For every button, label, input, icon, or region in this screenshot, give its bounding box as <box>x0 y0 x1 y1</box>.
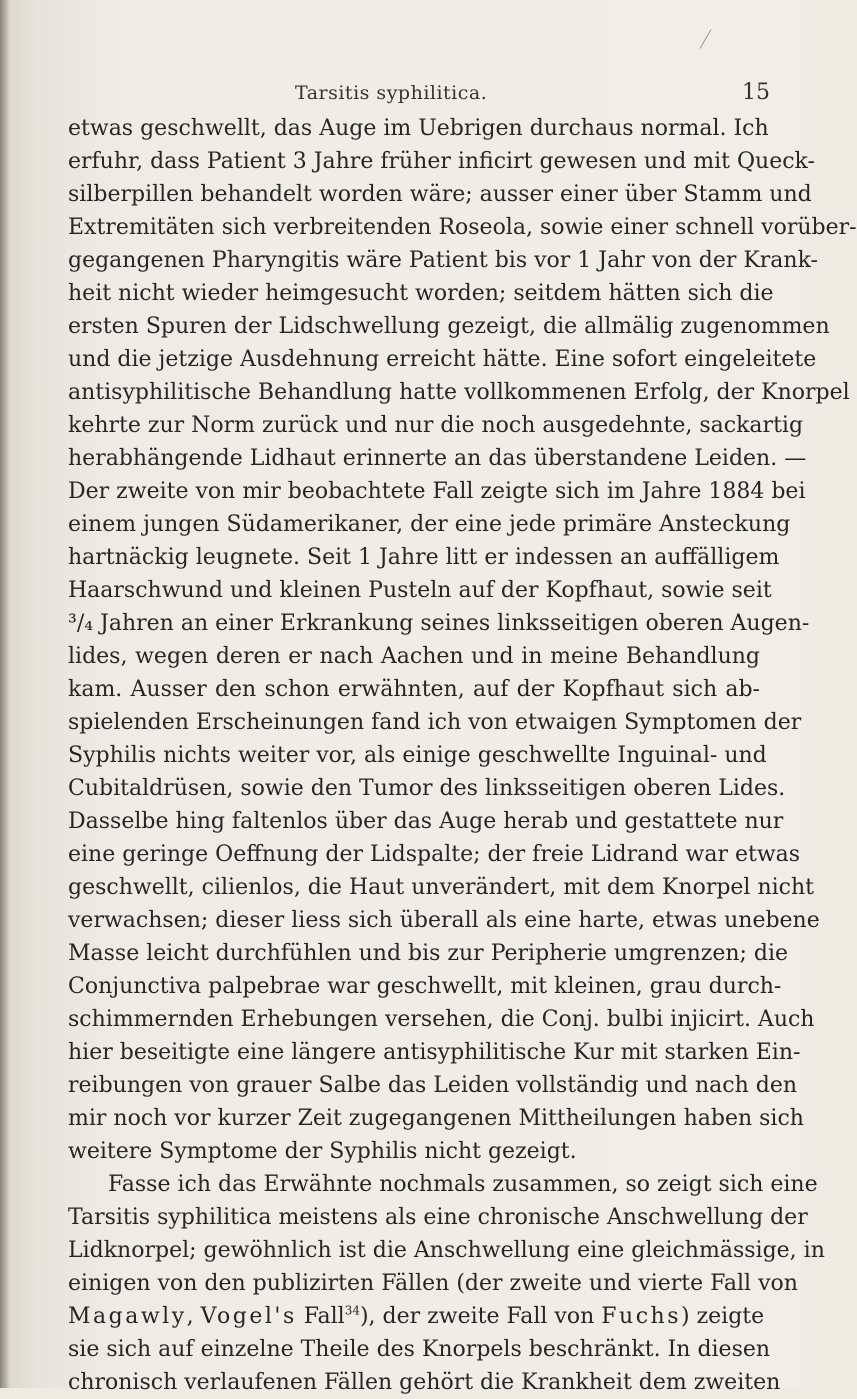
text-line: antisyphilitische Behandlung hatte vollkommenen Erfolg, der Knorpel <box>68 380 850 405</box>
text-line: lides, wegen deren er nach Aachen und in meine Behandlung <box>68 644 760 669</box>
text-line: Dasselbe hing faltenlos über das Auge herab und gestattete nur <box>68 809 784 834</box>
text-line: heit nicht wieder heimgesucht worden; seitdem hätten sich die <box>68 281 774 306</box>
text-line: eine geringe Oeffnung der Lidspalte; der freie Lidrand war etwas <box>68 842 801 867</box>
text-line: hier beseitigte eine längere antisyphilitische Kur mit starken Ein- <box>68 1040 801 1065</box>
footnote-ref: 34 <box>344 1303 360 1318</box>
text-line: Der zweite von mir beobachtete Fall zeigte sich im Jahre 1884 bei <box>68 479 806 504</box>
text-line: Masse leicht durchfühlen und bis zur Peripherie umgrenzen; die <box>68 941 789 966</box>
text-line: herabhängende Lidhaut erinnerte an das überstandene Leiden. — <box>68 446 807 471</box>
text-line: hartnäckig leugnete. Seit 1 Jahre litt er indessen an auffälligem <box>68 545 780 570</box>
text-line: Tarsitis syphilitica meistens als eine chronische Anschwellung der <box>68 1205 808 1230</box>
text-line: mir noch vor kurzer Zeit zugegangenen Mittheilungen haben sich <box>68 1106 804 1131</box>
text-line: kam. Ausser den schon erwähnten, auf der Kopfhaut sich ab- <box>68 677 760 702</box>
text-line: reibungen von grauer Salbe das Leiden vollständig und nach den <box>68 1073 798 1098</box>
author-name: Vogel's <box>200 1304 297 1329</box>
text-line: kehrte zur Norm zurück und nur die noch ausgedehnte, sackartig <box>68 413 804 438</box>
text-line: chronisch verlaufenen Fällen gehört die Krankheit dem zweiten <box>68 1370 781 1395</box>
page-spine-shadow <box>0 0 10 1388</box>
text-line: ersten Spuren der Lidschwellung gezeigt, die allmälig zugenommen <box>68 314 830 339</box>
separator: , <box>186 1304 201 1329</box>
text-line: erfuhr, dass Patient 3 Jahre früher inficirt gewesen und mit Queck- <box>68 149 815 174</box>
text-segment: ) zeigte <box>681 1304 765 1329</box>
text-line: weitere Symptome der Syphilis nicht gezeigt. <box>68 1139 577 1164</box>
text-line: Conjunctiva palpebrae war geschwellt, mit kleinen, grau durch- <box>68 974 782 999</box>
text-line: Extremitäten sich verbreitenden Roseola, sowie einer schnell vorüber- <box>68 215 857 240</box>
text-line: geschwellt, cilienlos, die Haut unverändert, mit dem Knorpel nicht <box>68 875 815 900</box>
page-number: 15 <box>742 80 770 105</box>
text-line: und die jetzige Ausdehnung erreicht hätte. Eine sofort eingeleitete <box>68 347 817 372</box>
pencil-mark <box>700 29 712 49</box>
text-segment: ), der zweite Fall von <box>359 1304 602 1329</box>
text-line: einem jungen Südamerikaner, der eine jede primäre Ansteckung <box>68 512 791 537</box>
text-line: ³/₄ Jahren an einer Erkrankung seines linksseitigen oberen Augen- <box>68 611 810 636</box>
text-line: gegangenen Pharyngitis wäre Patient bis vor 1 Jahr von der Krank- <box>68 248 818 273</box>
text-line: silberpillen behandelt worden wäre; ausser einer über Stamm und <box>68 182 812 207</box>
text-line: verwachsen; dieser liess sich überall als eine harte, etwas unebene <box>68 908 820 933</box>
author-name: Fuchs <box>601 1304 681 1329</box>
running-title: Tarsitis syphilitica. <box>295 82 488 104</box>
text-line: etwas geschwellt, das Auge im Uebrigen durchaus normal. Ich <box>68 116 769 141</box>
text-line: spielenden Erscheinungen fand ich von etwaigen Symptomen der <box>68 710 802 735</box>
text-line: Cubitaldrüsen, sowie den Tumor des linksseitigen oberen Lides. <box>68 776 786 801</box>
text-line: Syphilis nichts weiter vor, als einige geschwellte Inguinal- und <box>68 743 767 768</box>
text-line: Fasse ich das Erwähnte nochmals zusammen, so zeigt sich eine <box>108 1172 818 1197</box>
text-line: einigen von den publizirten Fällen (der zweite und vierte Fall von <box>68 1271 798 1296</box>
body-text <box>68 112 857 1399</box>
text-line: Haarschwund und kleinen Pusteln auf der Kopfhaut, sowie seit <box>68 578 772 603</box>
author-name: Magawly <box>68 1304 187 1329</box>
fall-label: Fall <box>296 1304 345 1329</box>
text-line-with-citations <box>68 1300 765 1333</box>
text-line: Lidknorpel; gewöhnlich ist die Anschwellung eine gleichmässige, in <box>68 1238 825 1263</box>
text-line: schimmernden Erhebungen versehen, die Conj. bulbi injicirt. Auch <box>68 1007 815 1032</box>
text-line: sie sich auf einzelne Theile des Knorpels beschränkt. In diesen <box>68 1337 771 1362</box>
page-header <box>0 78 801 108</box>
